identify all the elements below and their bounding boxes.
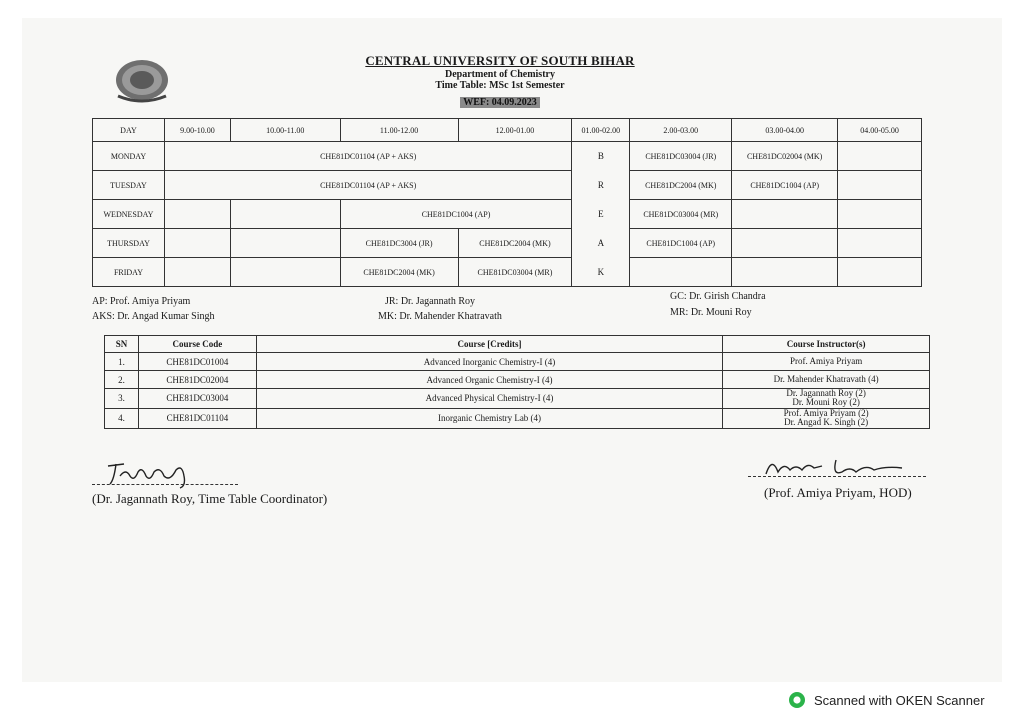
oken-scanner-icon	[788, 691, 806, 709]
course-name-cell: Inorganic Chemistry Lab (4)	[256, 408, 722, 428]
course-code-cell: CHE81DC03004	[138, 389, 256, 409]
class-cell: CHE81DC01104 (AP + AKS)	[164, 142, 571, 171]
course-name-cell: Advanced Organic Chemistry-I (4)	[256, 371, 722, 389]
coordinator-signature-icon	[104, 458, 204, 490]
class-cell	[732, 229, 838, 258]
timetable-row-monday	[93, 142, 922, 171]
instructor-name: Dr. Jagannath Roy (2)	[786, 388, 866, 398]
instructor-name: Prof. Amiya Priyam (2)	[783, 407, 869, 418]
class-cell: CHE81DC1004 (AP)	[630, 229, 732, 258]
sn-cell: 3.	[105, 389, 139, 409]
class-cell	[732, 200, 838, 229]
header-cell: 04.00-05.00	[838, 119, 922, 142]
timetable-header-row	[93, 119, 922, 142]
class-cell	[230, 200, 340, 229]
instructor-cell	[723, 371, 930, 389]
class-cell: CHE81DC03004 (JR)	[630, 142, 732, 171]
header-cell: Course Code	[138, 336, 256, 353]
header-cell: DAY	[93, 119, 165, 142]
header-cell: 01.00-02.00	[572, 119, 630, 142]
course-name-cell: Advanced Inorganic Chemistry-I (4)	[256, 353, 722, 371]
course-row	[105, 408, 930, 428]
abbreviation-ap: AP: Prof. Amiya Priyam	[92, 296, 191, 307]
abbreviation-jr: JR: Dr. Jagannath Roy	[385, 296, 475, 307]
sn-cell: 2.	[105, 371, 139, 389]
abbreviation-mk: MK: Dr. Mahender Khatravath	[378, 311, 502, 322]
class-cell	[230, 258, 340, 287]
break-cell: K	[572, 258, 630, 287]
coordinator-signature-line	[92, 484, 238, 485]
instructor-name: Dr. Mahender Khatravath (4)	[773, 373, 879, 384]
class-cell	[164, 229, 230, 258]
break-cell: B	[572, 142, 630, 171]
timetable-title: Time Table: MSc 1st Semester	[435, 80, 565, 92]
class-cell: CHE81DC1004 (AP)	[340, 200, 572, 229]
instructor-cell	[723, 353, 930, 371]
header-cell: 10.00-11.00	[230, 119, 340, 142]
instructor-name: Dr. Mouni Roy (2)	[792, 397, 860, 408]
sn-cell: 4.	[105, 408, 139, 428]
day-cell: MONDAY	[93, 142, 165, 171]
scanner-watermark	[788, 691, 985, 709]
course-row	[105, 353, 930, 371]
header-cell: Course [Credits]	[256, 336, 722, 353]
instructor-name: Dr. Angad K. Singh (2)	[784, 417, 869, 428]
hod-signature-caption: (Prof. Amiya Priyam, HOD)	[764, 485, 912, 500]
instructor-cell	[723, 389, 930, 409]
timetable-row-thursday	[93, 229, 922, 258]
weekly-timetable	[92, 118, 922, 287]
header-cell: 03.00-04.00	[732, 119, 838, 142]
course-header-row	[105, 336, 930, 353]
timetable-row-tuesday	[93, 171, 922, 200]
day-cell: WEDNESDAY	[93, 200, 165, 229]
instructor-name: Prof. Amiya Priyam	[789, 355, 863, 366]
class-cell: CHE81DC1004 (AP)	[732, 171, 838, 200]
course-code-cell: CHE81DC01104	[138, 408, 256, 428]
day-cell: TUESDAY	[93, 171, 165, 200]
abbreviation-gc: GC: Dr. Girish Chandra	[670, 291, 766, 302]
sn-cell: 1.	[105, 353, 139, 371]
day-cell: FRIDAY	[93, 258, 165, 287]
class-cell: CHE81DC2004 (MK)	[340, 258, 458, 287]
header-cell: 12.00-01.00	[458, 119, 572, 142]
class-cell	[838, 229, 922, 258]
timetable-row-wednesday	[93, 200, 922, 229]
university-seal-icon	[112, 56, 172, 106]
class-cell	[164, 258, 230, 287]
course-code-cell: CHE81DC01004	[138, 353, 256, 371]
break-cell: A	[572, 229, 630, 258]
course-row	[105, 371, 930, 389]
class-cell	[230, 229, 340, 258]
class-cell	[164, 200, 230, 229]
department-name: Department of Chemistry	[445, 68, 555, 80]
header-cell: Course Instructor(s)	[723, 336, 930, 353]
class-cell	[838, 171, 922, 200]
instructor-cell	[723, 408, 930, 428]
break-cell: E	[572, 200, 630, 229]
class-cell: CHE81DC03004 (MR)	[458, 258, 572, 287]
course-list-table	[104, 335, 930, 429]
header-cell: 9.00-10.00	[164, 119, 230, 142]
course-row	[105, 389, 930, 409]
header-cell: 2.00-03.00	[630, 119, 732, 142]
class-cell: CHE81DC03004 (MR)	[630, 200, 732, 229]
course-code-cell: CHE81DC02004	[138, 371, 256, 389]
coordinator-signature-caption: (Dr. Jagannath Roy, Time Table Coordinator)	[92, 491, 328, 506]
hod-signature-line	[748, 476, 926, 477]
header-cell: SN	[105, 336, 139, 353]
class-cell: CHE81DC2004 (MK)	[630, 171, 732, 200]
class-cell	[732, 258, 838, 287]
timetable-row-friday	[93, 258, 922, 287]
class-cell	[838, 258, 922, 287]
class-cell	[838, 142, 922, 171]
wef-date: WEF: 04.09.2023	[460, 97, 540, 109]
course-name-cell: Advanced Physical Chemistry-I (4)	[256, 389, 722, 409]
header-cell: 11.00-12.00	[340, 119, 458, 142]
abbreviation-mr: MR: Dr. Mouni Roy	[670, 307, 752, 318]
class-cell: CHE81DC2004 (MK)	[458, 229, 572, 258]
class-cell: CHE81DC3004 (JR)	[340, 229, 458, 258]
university-name: CENTRAL UNIVERSITY OF SOUTH BIHAR	[365, 53, 635, 68]
class-cell: CHE81DC02004 (MK)	[732, 142, 838, 171]
watermark-text: Scanned with OKEN Scanner	[814, 692, 985, 708]
class-cell	[630, 258, 732, 287]
class-cell: CHE81DC01104 (AP + AKS)	[164, 171, 571, 200]
document-header	[340, 54, 660, 110]
class-cell	[838, 200, 922, 229]
day-cell: THURSDAY	[93, 229, 165, 258]
break-cell: R	[572, 171, 630, 200]
abbreviation-aks: AKS: Dr. Angad Kumar Singh	[92, 311, 215, 322]
